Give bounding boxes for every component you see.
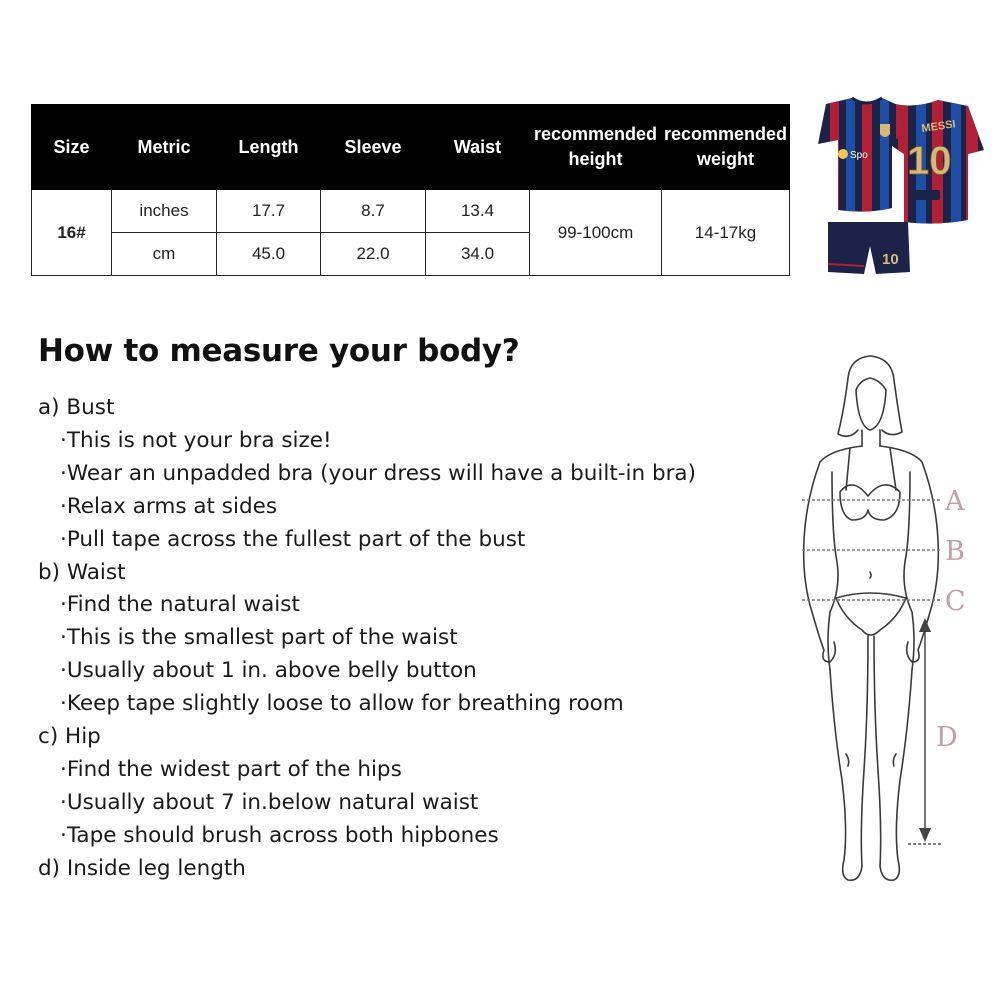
- metric-value: cm: [112, 233, 217, 276]
- sleeve-value: 8.7: [321, 190, 426, 233]
- size-value: 16#: [32, 190, 112, 276]
- label-a: A: [945, 486, 965, 517]
- label-c: C: [945, 586, 966, 617]
- label-b: B: [945, 536, 965, 567]
- guide-title: How to measure your body?: [38, 333, 520, 369]
- sponsor-badge: [910, 190, 940, 200]
- header-length: Length: [217, 105, 321, 190]
- club-crest-icon: [880, 124, 890, 137]
- list-item: ·Usually about 1 in. above belly button: [60, 658, 477, 684]
- section-inside-leg-label: d) Inside leg length: [38, 855, 246, 881]
- recommended-height-value: 99-100cm: [530, 190, 662, 276]
- recommended-weight-value: 14-17kg: [662, 190, 790, 276]
- list-item: ·Find the natural waist: [60, 592, 300, 618]
- header-waist: Waist: [426, 105, 530, 190]
- section-waist-label: b) Waist: [38, 559, 126, 585]
- header-metric: Metric: [112, 105, 217, 190]
- list-item: ·Wear an unpadded bra (your dress will have a built-in bra): [60, 460, 696, 486]
- football-kit-image: [808, 96, 994, 278]
- header-recommended-height: recommended height: [530, 105, 662, 190]
- header-sleeve: Sleeve: [321, 105, 426, 190]
- section-hip-label: c) Hip: [38, 724, 101, 750]
- sleeve-value: 22.0: [321, 233, 426, 276]
- waist-value: 13.4: [426, 190, 530, 233]
- sponsor-logo-icon: [838, 149, 848, 159]
- list-item: ·Relax arms at sides: [60, 493, 278, 519]
- header-size: Size: [32, 105, 112, 190]
- player-name: MESSI: [920, 118, 957, 135]
- table-row: [32, 190, 790, 233]
- list-item: ·Usually about 7 in.below natural waist: [60, 789, 479, 815]
- shorts-number: 10: [882, 251, 899, 268]
- sponsor-text: Spo: [850, 150, 868, 161]
- list-item: ·Find the widest part of the hips: [60, 756, 402, 782]
- body-outline: [804, 356, 939, 880]
- list-item: ·Pull tape across the fullest part of the bust: [60, 526, 526, 552]
- label-d: D: [936, 722, 958, 753]
- shirt-number: 10: [907, 139, 952, 183]
- header-recommended-weight: recommended weight: [662, 105, 790, 190]
- section-bust-label: a) Bust: [38, 395, 115, 420]
- shirt-front: [808, 96, 918, 226]
- list-item: ·This is not your bra size!: [60, 427, 332, 453]
- body-measurement-figure: [790, 350, 970, 895]
- size-chart-table: [31, 104, 790, 276]
- metric-value: inches: [112, 190, 217, 233]
- list-item: ·Tape should brush across both hipbones: [60, 822, 499, 848]
- list-item: ·Keep tape slightly loose to allow for breathing room: [60, 691, 624, 717]
- table-header-row: [32, 105, 790, 190]
- waist-value: 34.0: [426, 233, 530, 276]
- measurement-instructions: [38, 392, 696, 886]
- list-item: ·This is the smallest part of the waist: [60, 625, 458, 651]
- length-value: 45.0: [217, 233, 321, 276]
- length-value: 17.7: [217, 190, 321, 233]
